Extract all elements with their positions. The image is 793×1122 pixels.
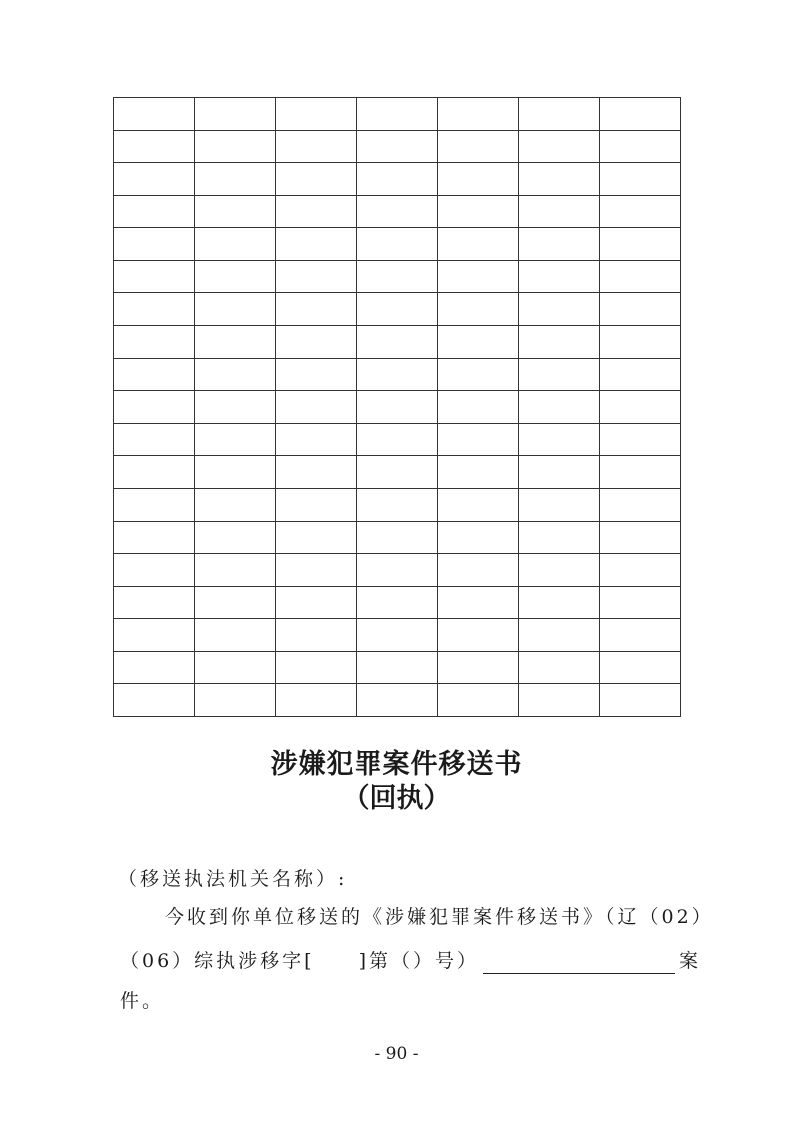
table-cell [276, 391, 357, 424]
table-cell [357, 391, 438, 424]
table-row [114, 456, 681, 489]
table-cell [519, 130, 600, 163]
blank-grid-body [114, 98, 681, 717]
table-cell [357, 521, 438, 554]
table-cell [357, 554, 438, 587]
table-row [114, 260, 681, 293]
table-cell [195, 130, 276, 163]
table-cell [600, 130, 681, 163]
table-cell [276, 163, 357, 196]
table-row [114, 130, 681, 163]
case-number-text: （06）综执涉移字[ ]第（）号） [120, 950, 480, 972]
table-cell [438, 195, 519, 228]
table-cell [519, 293, 600, 326]
table-cell [195, 684, 276, 717]
table-cell [438, 326, 519, 359]
table-cell [195, 619, 276, 652]
table-cell [519, 554, 600, 587]
table-cell [114, 195, 195, 228]
table-cell [276, 260, 357, 293]
table-cell [519, 456, 600, 489]
table-cell [276, 586, 357, 619]
recipient-line: （移送执法机关名称）: [118, 868, 348, 890]
table-row [114, 326, 681, 359]
table-cell [114, 488, 195, 521]
table-cell [276, 358, 357, 391]
document-title: 涉嫌犯罪案件移送书 [270, 749, 523, 780]
table-cell [600, 586, 681, 619]
table-row [114, 358, 681, 391]
table-cell [195, 228, 276, 261]
table-cell [600, 163, 681, 196]
table-cell [195, 260, 276, 293]
table-cell [195, 423, 276, 456]
table-cell [357, 358, 438, 391]
table-row [114, 293, 681, 326]
table-cell [195, 98, 276, 131]
table-row [114, 684, 681, 717]
table-row [114, 619, 681, 652]
table-cell [519, 98, 600, 131]
page-number: - 90 - [374, 1044, 419, 1064]
table-cell [114, 391, 195, 424]
table-cell [600, 391, 681, 424]
table-cell [438, 651, 519, 684]
table-cell [519, 260, 600, 293]
table-cell [438, 456, 519, 489]
table-cell [600, 456, 681, 489]
table-cell [519, 326, 600, 359]
table-cell [600, 228, 681, 261]
table-cell [276, 326, 357, 359]
table-cell [114, 260, 195, 293]
table-cell [357, 651, 438, 684]
table-cell [276, 130, 357, 163]
table-cell [114, 554, 195, 587]
table-cell [600, 423, 681, 456]
table-cell [438, 423, 519, 456]
table-cell [600, 554, 681, 587]
table-cell [276, 554, 357, 587]
table-cell [276, 651, 357, 684]
table-cell [276, 98, 357, 131]
table-cell [195, 293, 276, 326]
table-cell [438, 358, 519, 391]
table-row [114, 98, 681, 131]
table-row [114, 651, 681, 684]
table-row [114, 423, 681, 456]
table-cell [357, 98, 438, 131]
table-cell [600, 619, 681, 652]
table-cell [195, 163, 276, 196]
table-cell [357, 260, 438, 293]
table-cell [195, 586, 276, 619]
table-cell [114, 163, 195, 196]
table-cell [438, 391, 519, 424]
table-cell [114, 684, 195, 717]
table-cell [438, 586, 519, 619]
table-row [114, 488, 681, 521]
table-cell [438, 488, 519, 521]
table-cell [276, 619, 357, 652]
table-cell [114, 651, 195, 684]
table-cell [600, 488, 681, 521]
table-cell [600, 521, 681, 554]
table-cell [114, 619, 195, 652]
table-cell [519, 684, 600, 717]
case-number-line [120, 948, 701, 974]
table-cell [357, 423, 438, 456]
table-cell [195, 554, 276, 587]
table-cell [519, 488, 600, 521]
table-cell [600, 260, 681, 293]
table-cell [114, 130, 195, 163]
table-cell [114, 423, 195, 456]
table-cell [114, 293, 195, 326]
table-row [114, 163, 681, 196]
table-cell [276, 423, 357, 456]
table-cell [276, 488, 357, 521]
table-cell [195, 391, 276, 424]
table-cell [195, 456, 276, 489]
table-cell [114, 521, 195, 554]
table-cell [357, 163, 438, 196]
table-cell [357, 130, 438, 163]
table-cell [276, 293, 357, 326]
table-cell [519, 195, 600, 228]
table-cell [114, 98, 195, 131]
table-cell [276, 195, 357, 228]
table-cell [438, 521, 519, 554]
table-cell [519, 521, 600, 554]
table-cell [438, 619, 519, 652]
table-cell [195, 326, 276, 359]
table-cell [519, 619, 600, 652]
table-cell [276, 521, 357, 554]
table-cell [600, 326, 681, 359]
table-cell [438, 260, 519, 293]
table-row [114, 586, 681, 619]
case-name-blank [483, 953, 675, 974]
table-cell [519, 586, 600, 619]
table-cell [195, 488, 276, 521]
table-cell [357, 326, 438, 359]
table-cell [357, 488, 438, 521]
table-cell [438, 554, 519, 587]
table-row [114, 521, 681, 554]
table-cell [438, 293, 519, 326]
receipt-statement-line: 今收到你单位移送的《涉嫌犯罪案件移送书》（辽（02） [165, 906, 714, 928]
table-cell [438, 228, 519, 261]
table-cell [357, 293, 438, 326]
table-cell [114, 358, 195, 391]
table-cell [519, 391, 600, 424]
table-cell [519, 423, 600, 456]
table-cell [195, 195, 276, 228]
table-row [114, 391, 681, 424]
table-row [114, 228, 681, 261]
table-cell [519, 651, 600, 684]
table-cell [357, 586, 438, 619]
table-cell [357, 619, 438, 652]
table-cell [357, 456, 438, 489]
table-cell [357, 228, 438, 261]
table-row [114, 554, 681, 587]
table-row [114, 195, 681, 228]
table-cell [438, 163, 519, 196]
table-cell [357, 684, 438, 717]
table-cell [114, 228, 195, 261]
table-cell [195, 358, 276, 391]
table-cell [600, 651, 681, 684]
table-cell [114, 586, 195, 619]
table-cell [276, 456, 357, 489]
table-cell [600, 98, 681, 131]
table-cell [600, 293, 681, 326]
table-cell [438, 684, 519, 717]
table-cell [276, 684, 357, 717]
table-cell [519, 358, 600, 391]
table-cell [600, 684, 681, 717]
table-cell [195, 651, 276, 684]
table-cell [600, 195, 681, 228]
blank-grid-table [113, 97, 681, 717]
table-cell [519, 228, 600, 261]
document-subtitle: （回执） [342, 783, 451, 814]
case-suffix-text: 案 [679, 950, 702, 972]
table-cell [519, 163, 600, 196]
table-cell [114, 456, 195, 489]
table-cell [114, 326, 195, 359]
closing-line: 件。 [120, 990, 165, 1012]
table-cell [438, 98, 519, 131]
table-cell [438, 130, 519, 163]
table-cell [357, 195, 438, 228]
table-cell [276, 228, 357, 261]
table-cell [195, 521, 276, 554]
table-cell [600, 358, 681, 391]
